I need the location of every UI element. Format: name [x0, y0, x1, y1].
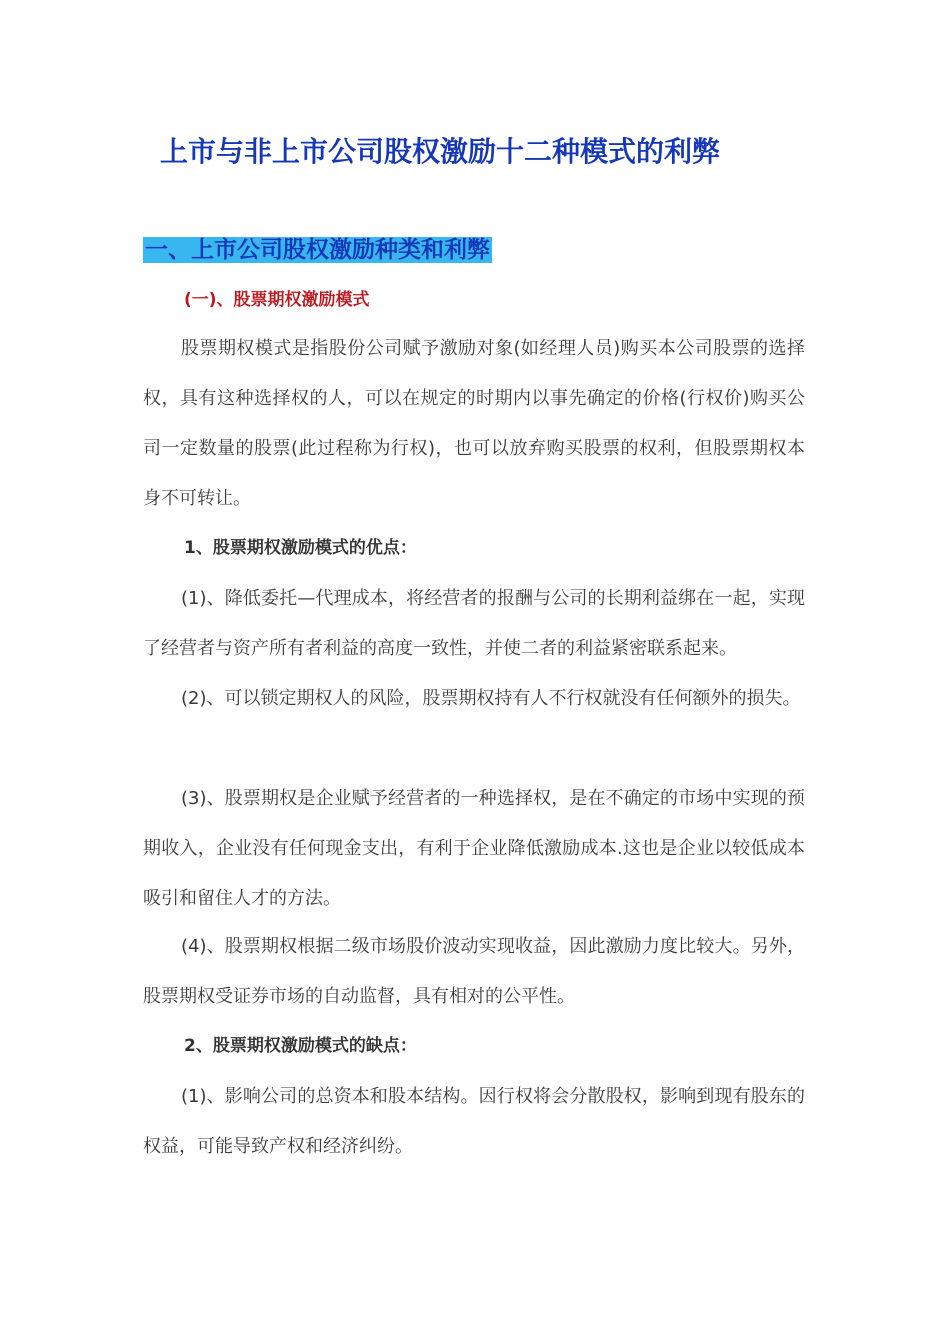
document-title: 上市与非上市公司股权激励十二种模式的利弊	[160, 135, 721, 168]
advantage-item-3: (3)、股票期权是企业赋予经营者的一种选择权，是在不确定的市场中实现的预期收入，企业没有任何现金支出，有利于企业降低激励成本.这也是企业以较低成本吸引和留住人才的方法。	[143, 788, 805, 909]
advantage-item-1: (1)、降低委托—代理成本，将经营者的报酬与公司的长期利益绑在一起，实现了经营者与资产所有者利益的高度一致性，并使二者的利益紧密联系起来。	[143, 588, 805, 659]
intro-paragraph: 股票期权模式是指股份公司赋予激励对象(如经理人员)购买本公司股票的选择权，具有这种选择权的人，可以在规定的时期内以事先确定的价格(行权价)购买公司一定数量的股票(此过程称为行权)，也可以放弃购买股票的权利，但股票期权本身不可转让。	[143, 338, 805, 509]
subsection-heading: (一)、股票期权激励模式	[184, 290, 370, 310]
disadvantages-label: 2、股票期权激励模式的缺点：	[184, 1036, 417, 1056]
advantages-label: 1、股票期权激励模式的优点：	[184, 538, 417, 558]
section-heading-highlight: 一、上市公司股权激励种类和利弊	[145, 237, 490, 263]
advantage-item-4: (4)、股票期权根据二级市场股价波动实现收益，因此激励力度比较大。另外，股票期权受证券市场的自动监督，具有相对的公平性。	[143, 936, 805, 1007]
section-heading	[143, 233, 492, 267]
disadvantage-item-1: (1)、影响公司的总资本和股本结构。因行权将会分散股权，影响到现有股东的权益，可能导致产权和经济纠纷。	[143, 1086, 805, 1157]
advantage-item-2: (2)、可以锁定期权人的风险，股票期权持有人不行权就没有任何额外的损失。	[181, 688, 801, 709]
